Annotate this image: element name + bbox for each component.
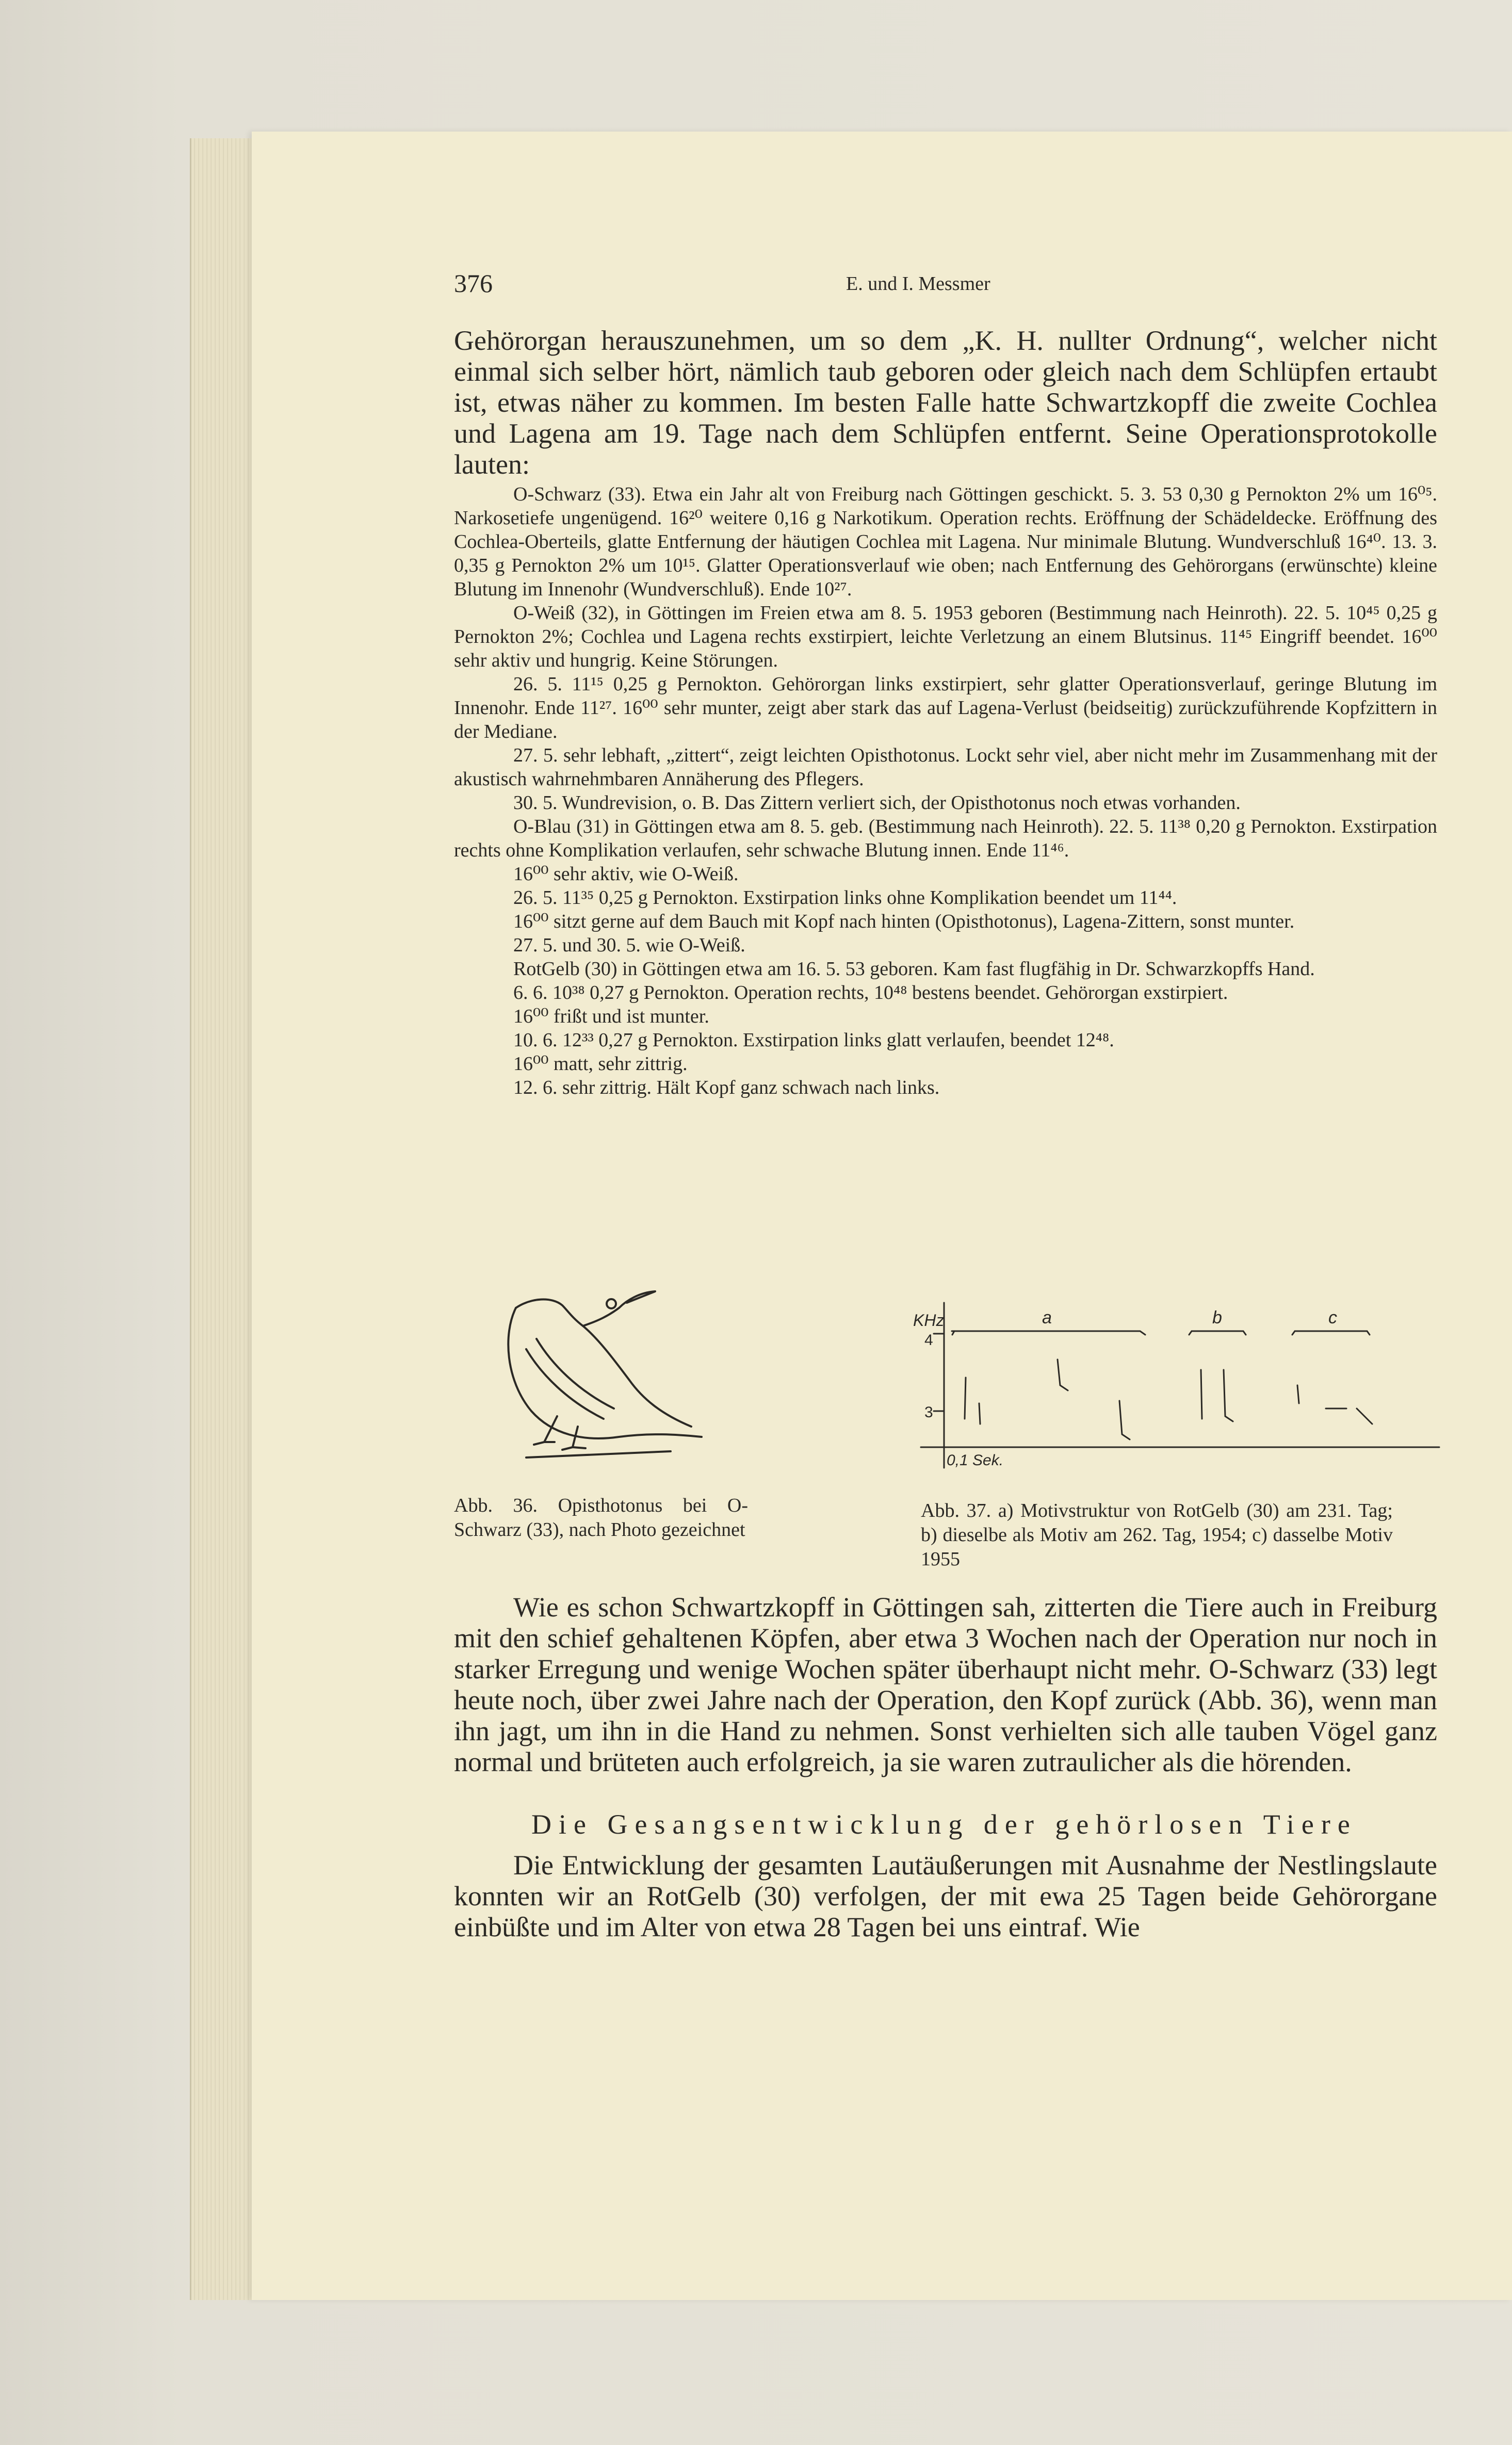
- protocol-entry: O-Schwarz (33). Etwa ein Jahr alt von Freiburg nach Göttingen geschickt. 5. 3. 53 0,30 g Pernokton 2% um 16⁰⁵. Narkosetiefe ungenügend. 16²⁰ weitere 0,16 g Narkotikum. Operation rechts. Eröffnung der Schädeldecke. Eröffnung des Cochlea-Oberteils, glatte Entfernung der häutigen Cochlea mit Lagena. Nur minimale Blutung. Wundverschluß 16⁴⁰. 13. 3. 0,35 g Pernokton 2% um 10¹⁵. Glatter Operationsverlauf wie oben; nach Entfernung des Gehörorgans (erwünschte) kleine Blutung im Innenohr (Wundverschluß). Ende 10²⁷.: [454, 483, 1437, 600]
- figure-37-spectrogram: [903, 1292, 1444, 1478]
- book-page-edges: [190, 138, 253, 2300]
- protocol-entry: 6. 6. 10³⁸ 0,27 g Pernokton. Operation rechts, 10⁴⁸ bestens beendet. Gehörorgan exstirpiert.: [513, 982, 1228, 1003]
- after-figure-text: Wie es schon Schwartzkopff in Göttingen sah, zitterten die Tiere auch in Freiburg mit den schief gehaltenen Köpfen, aber etwa 3 Wochen nach der Operation nur noch in starker Erregung und wenige Wochen später überhaupt nicht mehr. O-Schwarz (33) legt heute noch, über zwei Jahre nach der Operation, den Kopf zurück (Abb. 36), wenn man ihn jagt, um ihn in die Hand zu nehmen. Sonst verhielten sich alle tauben Vögel ganz normal und brüteten auch erfolgreich, ja sie waren zutraulicher als die hörenden.: [454, 1592, 1437, 1777]
- after-figure-paragraph: [454, 1592, 1437, 1777]
- bird-wing-lines: [526, 1339, 614, 1419]
- protocol-entry: 16⁰⁰ sehr aktiv, wie O-Weiß.: [513, 863, 739, 885]
- protocol-entry: 26. 5. 11¹⁵ 0,25 g Pernokton. Gehörorgan links exstirpiert, sehr glatter Operationsverlauf, geringe Blutung im Innenohr. Ende 11²⁷. 16⁰⁰ sehr munter, zeigt aber stark das auf Lagena-Verlust (beidseitig) zurückzuführende Kopfzittern in der Mediane.: [454, 673, 1437, 742]
- motif-element: [1297, 1385, 1299, 1403]
- running-title: E. und I. Messmer: [846, 273, 990, 295]
- protocol-block: [454, 482, 1437, 1099]
- section-text: Die Entwicklung der gesamten Lautäußerungen mit Ausnahme der Nestlingslaute konnten wir an RotGelb (30) verfolgen, der mit ewa 25 Tagen beide Gehörorgane einbüßte und im Alter von etwa 28 Tagen bei uns eintraf. Wie: [454, 1850, 1437, 1942]
- bird-beak: [619, 1291, 655, 1308]
- figure-36-bird-drawing: [495, 1287, 722, 1478]
- protocol-entry: 16⁰⁰ sitzt gerne auf dem Bauch mit Kopf nach hinten (Opisthotonus), Lagena-Zittern, sonst munter.: [513, 911, 1295, 932]
- protocol-entry: 27. 5. und 30. 5. wie O-Weiß.: [513, 934, 745, 956]
- motif-element: [979, 1403, 980, 1424]
- protocol-entry: 30. 5. Wundrevision, o. B. Das Zittern verliert sich, der Opisthotonus noch etwas vorhanden.: [513, 792, 1241, 814]
- figure-37-caption: Abb. 37. a) Motivstruktur von RotGelb (30) am 231. Tag; b) dieselbe als Motiv am 262. Tag, 1954; c) dasselbe Motiv 1955: [921, 1500, 1393, 1570]
- motif-element: [1201, 1370, 1202, 1419]
- motif-element: [1058, 1359, 1068, 1390]
- tick-label-3: 3: [924, 1404, 933, 1421]
- perch-line: [526, 1451, 671, 1458]
- tick-label-4: 4: [924, 1332, 933, 1349]
- bird-eye: [607, 1299, 616, 1308]
- motif-element: [1224, 1370, 1233, 1421]
- motif-element: [965, 1378, 966, 1419]
- axis-unit-label: KHz: [913, 1311, 945, 1330]
- bracket-c: [1292, 1331, 1370, 1335]
- motif-element: [1119, 1401, 1130, 1439]
- protocol-entry: 12. 6. sehr zittrig. Hält Kopf ganz schwach nach links.: [513, 1077, 940, 1098]
- running-head: [454, 268, 1434, 304]
- protocol-entry: 16⁰⁰ frißt und ist munter.: [513, 1006, 709, 1027]
- protocol-entry: 26. 5. 11³⁵ 0,25 g Pernokton. Exstirpation links ohne Komplikation beendet um 11⁴⁴.: [513, 887, 1177, 909]
- bird-back-outline: [508, 1308, 702, 1438]
- motif-label-a: a: [1042, 1308, 1052, 1327]
- bird-neck-outline: [516, 1300, 619, 1326]
- section-paragraph: [454, 1850, 1437, 1942]
- intro-text: Gehörorgan herauszunehmen, um so dem „K. H. nullter Ordnung“, welcher nicht einmal sich selber hört, nämlich taub geboren oder gleich nach dem Schlüpfen ertaubt ist, etwas näher zu kommen. Im besten Falle hatte Schwartzkopff die zweite Cochlea und Lagena am 19. Tage nach dem Schlüpfen entfernt. Seine Operationsprotokolle lauten:: [454, 325, 1437, 480]
- section-title: Die Gesangsentwicklung der gehörlosen Tiere: [531, 1809, 1357, 1840]
- protocol-entry: O-Weiß (32), in Göttingen im Freien etwa am 8. 5. 1953 geboren (Bestimmung nach Heinroth). 22. 5. 10⁴⁵ 0,25 g Pernokton 2%; Cochlea und Lagena rechts exstirpiert, leichte Verletzung an einem Blutsinus. 11⁴⁵ Eingriff beendet. 16⁰⁰ sehr aktiv und hungrig. Keine Störungen.: [454, 602, 1437, 671]
- intro-paragraph: [454, 325, 1437, 480]
- protocol-entry: RotGelb (30) in Göttingen etwa am 16. 5. 53 geboren. Kam fast flugfähig in Dr. Schwarzkopffs Hand.: [513, 958, 1315, 980]
- protocol-entry: 10. 6. 12³³ 0,27 g Pernokton. Exstirpation links glatt verlaufen, beendet 12⁴⁸.: [513, 1029, 1114, 1051]
- motif-label-c: c: [1328, 1308, 1337, 1327]
- protocol-entry: O-Blau (31) in Göttingen etwa am 8. 5. geb. (Bestimmung nach Heinroth). 22. 5. 11³⁸ 0,20 g Pernokton. Exstirpation rechts ohne Komplikation verlaufen, sehr schwache Blutung innen. Ende 11⁴⁶.: [454, 816, 1437, 861]
- figure-36-caption: Abb. 36. Opisthotonus bei O-Schwarz (33), nach Photo gezeichnet: [454, 1495, 748, 1541]
- time-scale-label: 0,1 Sek.: [947, 1452, 1004, 1469]
- bird-belly-outline: [583, 1326, 691, 1427]
- motif-label-b: b: [1212, 1308, 1222, 1327]
- page-number: 376: [454, 269, 493, 298]
- bracket-a: [952, 1331, 1145, 1335]
- bracket-b: [1189, 1331, 1246, 1335]
- protocol-entry: 27. 5. sehr lebhaft, „zittert“, zeigt leichten Opisthotonus. Lockt sehr viel, aber nicht mehr im Zusammenhang mit der akustisch wahrnehmbaren Annäherung des Pflegers.: [454, 744, 1437, 790]
- motif-element: [1357, 1408, 1372, 1424]
- protocol-entry: 16⁰⁰ matt, sehr zittrig.: [513, 1053, 688, 1075]
